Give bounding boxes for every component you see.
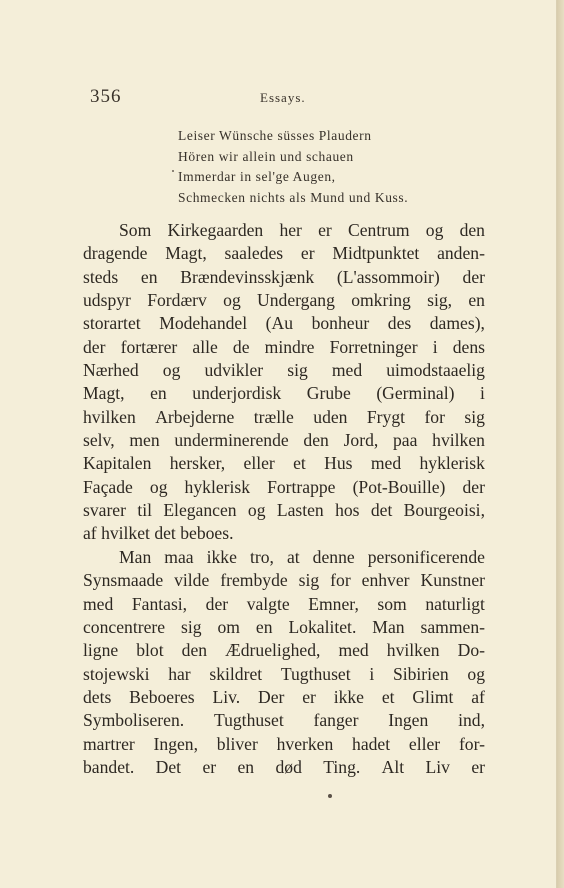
page-edge	[557, 0, 564, 888]
text-line: ligne blot den Ædruelighed, med hvilken Do-	[83, 640, 485, 661]
page-mark-dot	[328, 794, 332, 798]
poem-line: Immerdar in sel'ge Augen,	[178, 169, 336, 184]
print-speck	[172, 170, 174, 172]
poem-line: Schmecken nichts als Mund und Kuss.	[178, 189, 409, 205]
text-line: dragende Magt, saaledes er Midtpunktet anden-	[83, 243, 485, 264]
text-line: bandet. Det er en død Ting. Alt Liv er	[83, 756, 485, 777]
text-line: hvilken Arbejderne trælle uden Frygt for sig	[83, 406, 485, 427]
text-line: Magt, en underjordisk Grube (Germinal) i	[83, 383, 485, 404]
text-line: Kapitalen hersker, eller et Hus med hyklerisk	[83, 453, 485, 474]
text-line: Som Kirkegaarden her er Centrum og den	[119, 220, 485, 240]
text-line: concentrere sig om en Lokalitet. Man sammen-	[83, 616, 485, 637]
text-line: stojewski har skildret Tugthuset i Sibirien og	[83, 663, 485, 684]
text-line: udspyr Fordærv og Undergang omkring sig, en	[83, 290, 485, 311]
page-number: 356	[90, 86, 122, 107]
page-header	[90, 86, 470, 112]
running-title: Essays.	[260, 90, 306, 105]
poem-stanza	[178, 126, 408, 208]
text-line: Synsmaade vilde frembyde sig for enhver Kunstner	[83, 570, 485, 591]
body-text	[83, 219, 485, 779]
poem-line: Leiser Wünsche süsses Plaudern	[178, 128, 372, 143]
text-line: af hvilket det beboes.	[83, 523, 234, 544]
text-line: martrer Ingen, bliver hverken hadet eller for-	[83, 733, 485, 754]
text-line: dets Beboeres Liv. Der er ikke et Glimt af	[83, 686, 485, 707]
text-line: Symboliseren. Tugthuset fanger Ingen ind,	[83, 710, 485, 731]
text-line: steds en Brændevinsskjænk (L'assommoir) der	[83, 266, 485, 287]
text-line: svarer til Elegancen og Lasten hos det Bourgeoisi,	[83, 500, 485, 521]
text-line: med Fantasi, der valgte Emner, som naturligt	[83, 593, 485, 614]
text-line: der fortærer alle de mindre Forretninger i dens	[83, 336, 485, 357]
text-line: selv, men underminerende den Jord, paa hvilken	[83, 430, 485, 451]
text-line: Man maa ikke tro, at denne personificerende	[119, 546, 485, 567]
poem-line: Hören wir allein und schauen	[178, 148, 354, 164]
text-line: Façade og hyklerisk Fortrappe (Pot-Bouille) der	[83, 476, 485, 497]
text-line: storartet Modehandel (Au bonheur des dames),	[83, 313, 485, 334]
text-line: Nærhed og udvikler sig med uimodstaaelig	[83, 360, 485, 381]
